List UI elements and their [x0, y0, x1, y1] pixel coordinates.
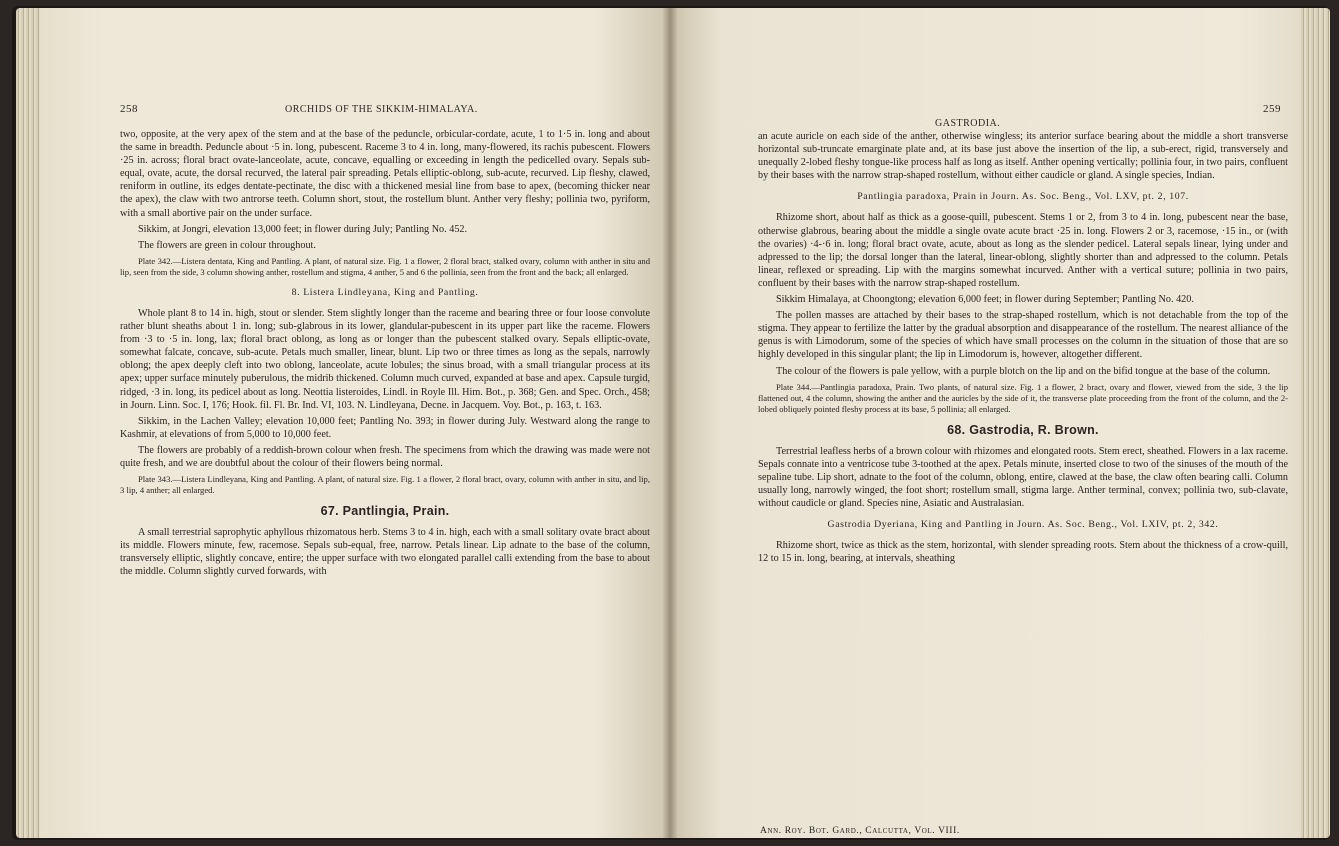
species-heading: Gastrodia Dyeriana, King and Pantling in Journ. As. Soc. Beng., Vol. LXIV, pt. 2, 342.	[827, 519, 1219, 531]
paragraph: Rhizome short, twice as thick as the stem, horizontal, with slender spreading roots. Stem about the thickness of a crow-quill, 12 to 15 in. long, bearing, at intervals, sheathing	[758, 540, 1288, 565]
left-page-number: 258	[120, 103, 138, 115]
genus-heading: 67. Pantlingia, Prain.	[320, 504, 450, 519]
species-heading: 8. Listera Lindleyana, King and Pantling.	[291, 286, 479, 298]
paragraph: The colour of the flowers is pale yellow, with a purple blotch on the lip and on the bifid tongue at the base of the column.	[776, 365, 1271, 377]
paragraph: Whole plant 8 to 14 in. high, stout or slender. Stem slightly longer than the raceme and bearing three or four loose convolute rather blunt sheaths about 1 in. long; sub-glabrous in its lower, glandular-pubescent in its upper part like the raceme. Flowers from ·3 to ·5 in. long, lax; floral bract oblong, as long as or longer than the pubescent stalked ovary. Sepals elliptic-ovate, somewhat falcate, concave, sub-acute. Petals much smaller, linear, blunt. Lip two or three times as long as the sepals, narrowly oblong; the apex deeply cleft into two oblong, lanceolate, acute lobules; the sinus broad, with a small triangular process at its apex; upper surface minutely puberulous, the midrib thickened. Column much curved, expanded at base and apex. Capsule turgid, ridged, ·3 in. long, its pedicel about as long. Neottia listeroides, Lindl. in Royle Ill. Him. Bot., p. 368; Gen. and Spec. Orch., 458; in Journ. Linn. Soc. I, 176; Hook. fil. Fl. Br. Ind. VI, 103. N. Lindleyana, Decne. in Jacquem. Voy. Bot., p. 163, t. 163.	[120, 307, 650, 411]
paragraph: an acute auricle on each side of the anther, otherwise wingless; its anterior surface bearing about the middle a short transverse horizontal sub-truncate emarginate plate and, at its base just above the insertion of the lip, a sub-erect, rigid, transversely and unequally 2-lobed fleshy tongue-like process half as long as itself. Anther opening vertically; pollinia four, in two pairs, confluent by their bases with the narrow strap-shaped rostellum, without either caudicle or gland. A single species, Indian.	[758, 131, 1288, 182]
left-text-column	[120, 128, 650, 582]
genus-heading: 68. Gastrodia, R. Brown.	[947, 422, 1099, 437]
right-text-column	[758, 130, 1288, 568]
paragraph: A small terrestrial saprophytic aphyllous rhizomatous herb. Stems 3 to 4 in. high, each with a small solitary ovate bract about its middle. Flowers minute, few, racemose. Sepals sub-equal, free, narrow. Petals linear. Lip adnate to the base of the column, transversely elliptic, slightly concave, entire; the upper surface with two elongated parallel calli extending from the base to about the middle. Column slightly curved forwards, with	[120, 527, 650, 578]
paragraph: The pollen masses are attached by their bases to the strap-shaped rostellum, which is not detachable from the top of the stigma. They appear to fertilize the latter by the gradual absorption and disappearance of the rostellum. The nearest alliance of the genus is with Limodorum, some of the species of which have small processes on the column in the situation of those that are so highly developed in this singular plant; the lip in Limodorum is, however, altogether different.	[758, 310, 1288, 361]
right-page-number: 259	[1263, 103, 1281, 115]
right-running-head: GASTRODIA.	[935, 118, 1001, 129]
paragraph: Sikkim, in the Lachen Valley; elevation 10,000 feet; Pantling No. 393; in flower during July. Westward along the range to Kashmir, at elevations of from 5,000 to 10,000 feet.	[120, 415, 650, 440]
left-page-edges	[16, 8, 42, 838]
paragraph: The flowers are probably of a reddish-brown colour when fresh. The specimens from which the drawing was made were not quite fresh, and we are doubtful about the colour of their flowers being normal.	[120, 444, 650, 469]
page-footer: Ann. Roy. Bot. Gard., Calcutta, Vol. VIII.	[760, 826, 960, 836]
plate-caption: Plate 342.—Listera dentata, King and Pantling. A plant, of natural size. Fig. 1 a flower, 2 floral bract, stalked ovary, column with anther in situ and lip, seen from the side, 3 column showing anther, rostellum and stigma, 4 anther, 5 and 6 the pollinia, seen from the front and the back; all enlarged.	[120, 255, 650, 277]
plate-caption: Plate 343.—Listera Lindleyana, King and Pantling. A plant, of natural size. Fig. 1 a flower, 2 floral bract, ovary, column with anther in situ, and lip, 3 lip, 4 anther; all enlarged.	[120, 474, 650, 496]
paragraph: The flowers are green in colour throughout.	[138, 239, 316, 251]
paragraph: Sikkim, at Jongri, elevation 13,000 feet; in flower during July; Pantling No. 452.	[138, 223, 468, 235]
plate-caption: Plate 344.—Pantlingia paradoxa, Prain. Two plants, of natural size. Fig. 1 a flower, 2 bract, ovary and flower, viewed from the side, 3 the lip flattened out, 4 the column, showing the anther and the auricles by the side of it, the transverse plate proceeding from the front of the column, and the 2-lobed obliquely pointed fleshy process at its base, 5 pollinia; all enlarged.	[758, 381, 1288, 414]
book-gutter	[662, 8, 678, 838]
paragraph: two, opposite, at the very apex of the stem and at the base of the peduncle, orbicular-cordate, acute, 1 to 1·5 in. long and about the same in breadth. Peduncle about ·5 in. long, pubescent. Raceme 3 to 4 in. long, many-flowered, its rachis pubescent. Flowers ·25 in. across; floral bract ovate-lanceolate, acute, concave, equalling or exceeding in length the pedicelled ovary. Sepals sub-equal, ovate, acute, the dorsal recurved, the lateral pair spreading. Petals elliptic-oblong, sub-acute, recurved. Lip fleshy, clawed, reniform in outline, its edges dentate-pectinate, the disc with a thickened mesial line from base to apex, (becoming thicker near the apex), the claw with two antrorse teeth. Column short, stout, the rostellum blunt. Anther very fleshy; pollinia two, pyriform, with a small abortive pair on the under surface.	[120, 129, 650, 219]
right-page-edges	[1296, 8, 1330, 838]
paragraph: Terrestrial leafless herbs of a brown colour with rhizomes and elongated roots. Stem erect, sheathed. Flowers in a lax raceme. Sepals connate into a ventricose tube 3-toothed at the apex. Petals minute, inserted close to two of the sinuses of the mouth of the sepaline tube. Lip short, adnate to the foot of the column, oblong, entire, clawed at the base, the claw often bearing calli. Column usually long, narrowly winged, the foot short; rostellum small, stigma large. Anther terminal, convex; pollinia two, sub-clavate, without caudicle or gland. Species nine, Asiatic and Australasian.	[758, 445, 1288, 510]
paragraph: Sikkim Himalaya, at Choongtong; elevation 6,000 feet; in flower during September; Pantling No. 420.	[776, 294, 1194, 306]
species-heading: Pantlingia paradoxa, Prain in Journ. As. Soc. Beng., Vol. LXV, pt. 2, 107.	[857, 191, 1189, 203]
paragraph: Rhizome short, about half as thick as a goose-quill, pubescent. Stems 1 or 2, from 3 to 4 in. long, pubescent near the base, otherwise glabrous, bearing about the middle a single ovate acute bract ·25 in. long. Flowers 2 or 3, racemose, ·15 in., or (with the ovaries) ·4-·6 in. long; floral bract ovate, acute, about as long as the slender pedicel. Lateral sepals linear, lying under and adpressed to the lip; the dorsal longer than the lateral, linear-oblong, slightly shorter than and adpressed to the column. Petals linear, reflexed or spreading. Lip with the margins somewhat incurved. Anther with a vertical suture; pollinia in two pairs, confluent by their bases with the narrow strap-shaped rostellum.	[758, 212, 1288, 289]
left-running-head: ORCHIDS OF THE SIKKIM-HIMALAYA.	[285, 104, 478, 115]
